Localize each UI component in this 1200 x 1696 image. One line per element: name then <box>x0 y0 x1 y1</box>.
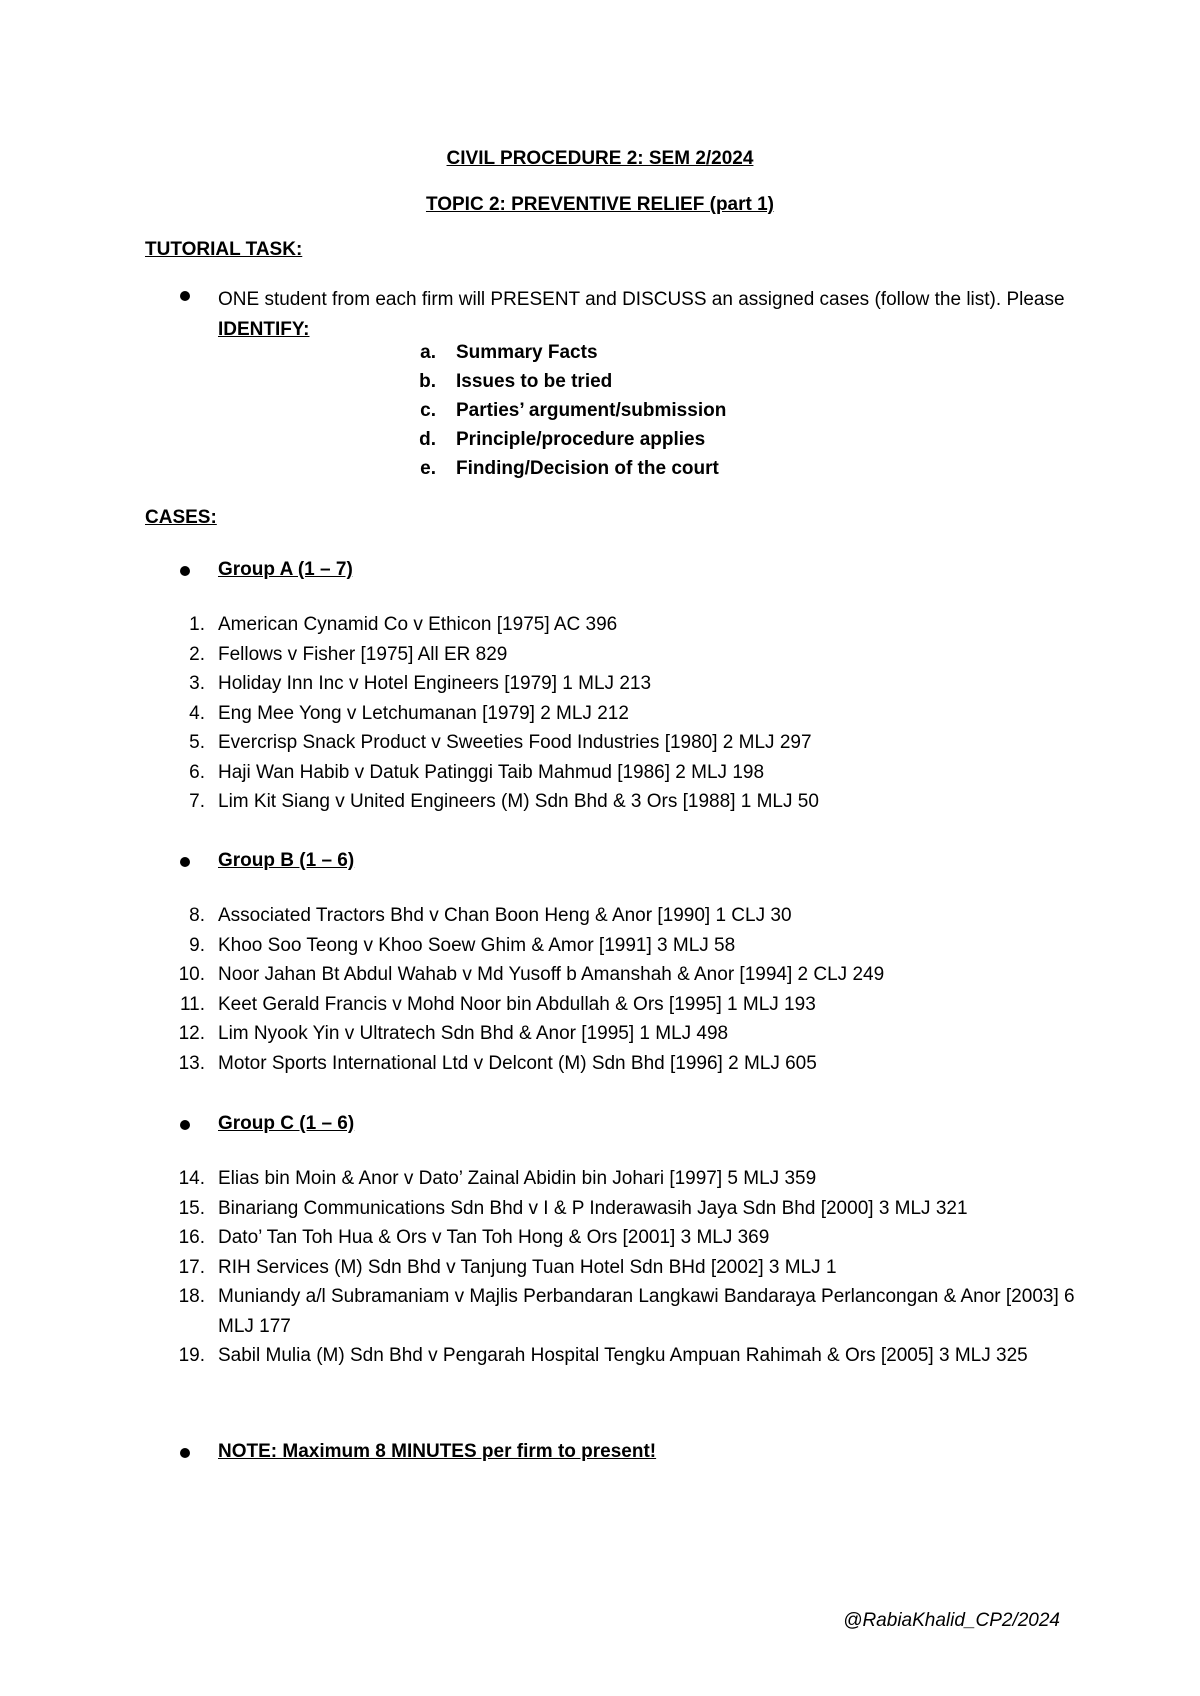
list-item: 9. Khoo Soo Teong v Khoo Soew Ghim & Amor [1991] 3 MLJ 58 <box>189 934 736 956</box>
list-item: c. Parties’ argument/submission <box>420 400 727 421</box>
bullet-icon <box>180 291 190 301</box>
group-b-label: Group B (1 – 6) <box>218 850 355 871</box>
list-item: 17. RIH Services (M) Sdn Bhd v Tanjung Tuan Hotel Sdn BHd [2002] 3 MLJ 1 <box>178 1256 837 1278</box>
list-item: 15. Binariang Communications Sdn Bhd v I & P Inderawasih Jaya Sdn Bhd [2000] 3 MLJ 321 <box>178 1197 968 1219</box>
bullet-icon <box>180 1120 190 1130</box>
bullet-icon <box>180 1448 190 1458</box>
bullet-icon <box>180 566 190 576</box>
list-item: 18. Muniandy a/l Subramaniam v Majlis Perbandaran Langkawi Bandaraya Perlancongan & Anor [2003] 6 MLJ 177 <box>178 1286 1075 1337</box>
list-item: 19. Sabil Mulia (M) Sdn Bhd v Pengarah Hospital Tengku Ampuan Rahimah & Ors [2005] 3 MLJ 325 <box>178 1345 1028 1366</box>
list-item: 2. Fellows v Fisher [1975] All ER 829 <box>189 643 508 665</box>
list-item: d. Principle/procedure applies <box>419 429 706 450</box>
list-item: 3. Holiday Inn Inc v Hotel Engineers [1979] 1 MLJ 213 <box>189 673 652 694</box>
list-item: 6. Haji Wan Habib v Datuk Patinggi Taib Mahmud [1986] 2 MLJ 198 <box>189 761 765 783</box>
tutorial-instruction <box>218 285 1078 345</box>
list-item: 10. Noor Jahan Bt Abdul Wahab v Md Yusoff b Amanshah & Anor [1994] 2 CLJ 249 <box>178 964 885 985</box>
list-item: e. Finding/Decision of the court <box>420 458 719 479</box>
list-item: 7. Lim Kit Siang v United Engineers (M) Sdn Bhd & 3 Ors [1988] 1 MLJ 50 <box>189 791 819 812</box>
identify-label: IDENTIFY: <box>218 319 310 340</box>
footer-credit: @RabiaKhalid_CP2/2024 <box>843 1610 1060 1631</box>
group-c-label: Group C (1 – 6) <box>218 1113 355 1134</box>
list-item: 14. Elias bin Moin & Anor v Dato’ Zainal Abidin bin Johari [1997] 5 MLJ 359 <box>178 1168 817 1189</box>
document-title: CIVIL PROCEDURE 2: SEM 2/2024 <box>446 148 754 169</box>
cases-heading: CASES: <box>145 507 217 528</box>
list-item: 12. Lim Nyook Yin v Ultratech Sdn Bhd & Anor [1995] 1 MLJ 498 <box>178 1023 729 1044</box>
instruction-text: ONE student from each firm will PRESENT and DISCUSS an assigned cases (follow the list). Please <box>218 289 1065 310</box>
group-a-label: Group A (1 – 7) <box>218 559 353 580</box>
list-item: 13. Motor Sports International Ltd v Delcont (M) Sdn Bhd [1996] 2 MLJ 605 <box>178 1052 817 1074</box>
bullet-icon <box>180 857 190 867</box>
list-item: a. Summary Facts <box>420 342 598 363</box>
group-a-cases <box>160 610 1080 817</box>
group-c-cases <box>160 1164 1080 1371</box>
identify-list <box>400 342 726 487</box>
list-item: 4. Eng Mee Yong v Letchumanan [1979] 2 MLJ 212 <box>189 702 629 724</box>
list-item: b. Issues to be tried <box>419 371 613 392</box>
group-b-cases <box>160 901 1080 1078</box>
tutorial-task-heading: TUTORIAL TASK: <box>145 239 303 260</box>
list-item: 1. American Cynamid Co v Ethicon [1975] AC 396 <box>189 614 618 635</box>
list-item: 8. Associated Tractors Bhd v Chan Boon Heng & Anor [1990] 1 CLJ 30 <box>189 905 792 926</box>
list-item: 5. Evercrisp Snack Product v Sweeties Food Industries [1980] 2 MLJ 297 <box>189 732 812 753</box>
note-text: NOTE: Maximum 8 MINUTES per firm to present! <box>218 1441 657 1462</box>
topic-title: TOPIC 2: PREVENTIVE RELIEF (part 1) <box>425 194 775 215</box>
list-item: 16. Dato’ Tan Toh Hua & Ors v Tan Toh Hong & Ors [2001] 3 MLJ 369 <box>178 1227 770 1248</box>
list-item: 11. Keet Gerald Francis v Mohd Noor bin Abdullah & Ors [1995] 1 MLJ 193 <box>179 993 816 1015</box>
